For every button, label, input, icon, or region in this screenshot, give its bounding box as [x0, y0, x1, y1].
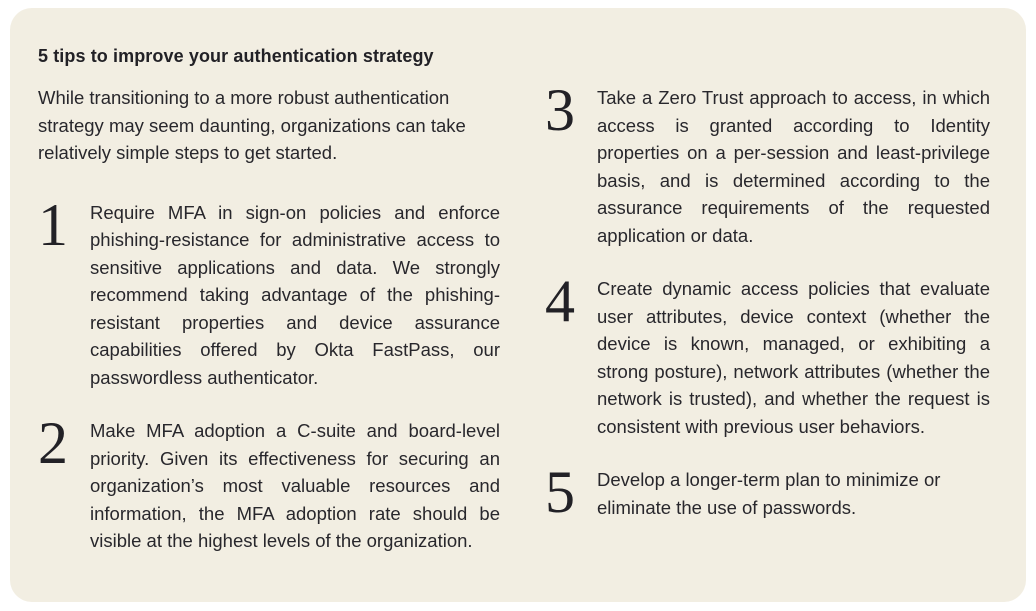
intro-paragraph: While transitioning to a more robust authentication strategy may seem daunting, organizations can take relatively simple steps to get started.	[38, 87, 466, 163]
tip-item-4	[545, 268, 990, 440]
tip-text: Make MFA adoption a C-suite and board-level priority. Given its effectiveness for securing an organization’s most valuable resources and information, the MFA adoption rate should be visible at the highest levels of the organization.	[90, 420, 500, 551]
right-column	[545, 77, 990, 555]
tip-item-3	[545, 77, 990, 249]
tip-number: 3	[545, 77, 575, 143]
tip-text: Create dynamic access policies that evaluate user attributes, device context (whether the device is known, managed, or exhibiting a strong posture), network attributes (whether the network is trusted), and whether the request is consistent with previous user behaviors.	[597, 278, 990, 437]
tip-text: Develop a longer-term plan to minimize or eliminate the use of passwords.	[597, 469, 941, 518]
card-title: 5 tips to improve your authentication strategy	[38, 46, 434, 66]
tip-number: 2	[38, 410, 68, 476]
two-column-layout	[38, 77, 990, 555]
tip-item-1	[38, 191, 500, 392]
tip-item-2	[38, 410, 500, 555]
tip-item-5	[545, 459, 990, 525]
tip-number: 5	[545, 459, 575, 525]
tip-number: 1	[38, 191, 68, 258]
tip-number: 4	[545, 268, 575, 334]
tips-card	[10, 8, 1026, 602]
tip-text: Require MFA in sign-on policies and enforce phishing-resistance for administrative access to sensitive applications and data. We strongly recommend taking advantage of the phishing-resistant properties and device assurance capabilities offered by Okta FastPass, our passwordless authenticator.	[90, 201, 500, 388]
left-column	[38, 84, 500, 555]
tip-text: Take a Zero Trust approach to access, in which access is granted according to Identity properties on a per-session and least-privilege basis, and is determined according to the assurance requirements of the requested application or data.	[597, 87, 990, 246]
